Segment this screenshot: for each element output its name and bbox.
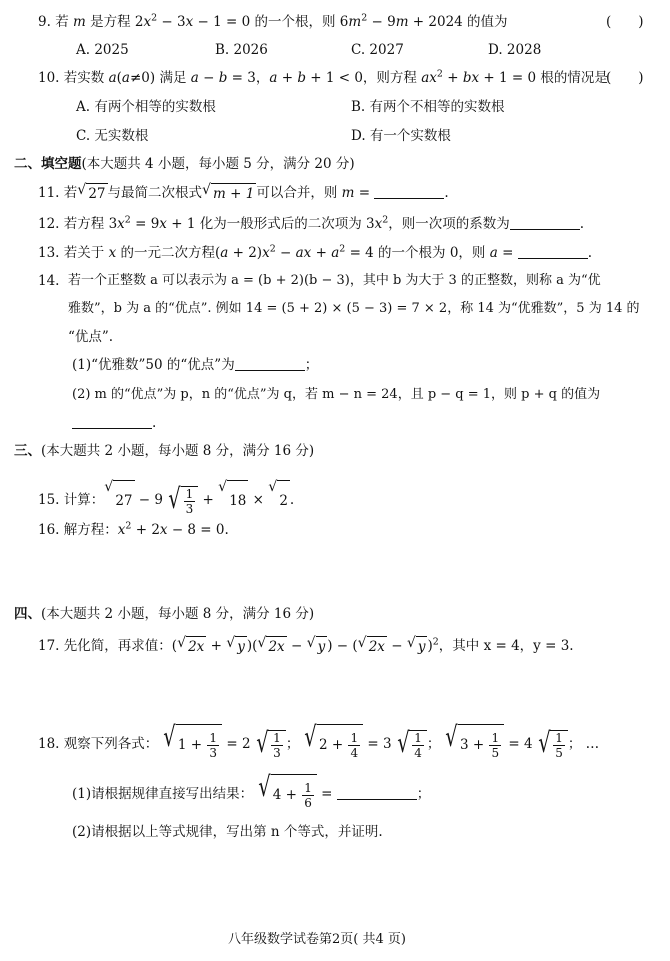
q17: 17. 先化简，再求值：( √ 2x + √ y )( √ 2x − √ y ) − ( √ 2x − √ y )$^2$，其中 x = 4，y = 3.: [38, 635, 574, 655]
q11-answer-blank[interactable]: [374, 198, 444, 199]
q14-line-2: 雅数”，b 为 a 的“优点”. 例如 14 = (5 + 2) × (5 − 3) = 7 × 2，称 14 为“优雅数”，5 为 14 的: [68, 301, 640, 316]
q12-answer-blank[interactable]: [510, 229, 580, 230]
q14-number: 14.: [38, 273, 60, 289]
q10-answer-paren: ( ): [606, 70, 644, 86]
q9-option-a: A. 2025: [76, 42, 129, 58]
q10-stem: 10. 若实数 a(a≠0) 满足 a − b = 3，a + b + 1 < 0，则方程 $ax^2$ + bx + 1 = 0 根的情况是: [38, 68, 608, 86]
q18-eq-2: √ 2 + $\frac{1}{4}$: [299, 724, 363, 765]
q16: 16. 解方程：$x^2 + 2x - 8 = 0$.: [38, 520, 229, 538]
q9-option-c: C. 2027: [351, 42, 404, 58]
q18: 18. 观察下列各式： √ 1 + $\frac{1}{3}$ = 2 √ $\frac{1}{3}$ ； √ 2 + $\frac{1}{4}$ = 3 √ $\frac{1}{4}$ ； √ 3 + $\frac{1}{5}$ = 4 √ $\frac{1}{5}$ ； …: [38, 724, 599, 765]
q18-eq-1: √ 1 + $\frac{1}{3}$: [158, 724, 222, 765]
q13-answer-blank[interactable]: [518, 258, 588, 259]
q14-sub-2-end: .: [72, 413, 156, 433]
q10-option-a: A. 有两个相等的实数根: [76, 99, 216, 115]
q10-option-d: D. 有一个实数根: [351, 128, 451, 144]
q11: 11. 若 √ 27 与最简二次根式 √ m + 1 可以合并，则 m = .: [38, 182, 449, 202]
q10-option-c: C. 无实数根: [76, 128, 149, 144]
q18-sub-2: (2)请根据以上等式规律，写出第 n 个等式，并证明.: [72, 824, 383, 840]
section-4-heading: 四、(本大题共 2 小题，每小题 8 分，满分 16 分): [14, 606, 315, 622]
q18-sub-1: (1)请根据规律直接写出结果： √ 4 + $\frac{1}{6}$ = ；: [72, 774, 430, 815]
q9-answer-paren: ( ): [606, 14, 644, 30]
q14-line-1: 若一个正整数 a 可以表示为 a = (b + 2)(b − 3)，其中 b 为大于 3 的正整数，则称 a 为“优: [68, 273, 601, 288]
q13: 13. 若关于 x 的一元二次方程$(a + 2)x^2$ − ax + $a^2 = 4$ 的一个根为 0，则 a = .: [38, 243, 592, 261]
q14-sub-1: (1)“优雅数”50 的“优点”为 ；: [72, 357, 319, 373]
q9-option-d: D. 2028: [488, 42, 542, 58]
q12: 12. 若方程 $3x^2 = 9x + 1$ 化为一般形式后的二次项为 $3x^2$，则一次项的系数为 .: [38, 214, 585, 232]
q15: 15. 计算： √ 27 − 9 √ $\frac{1}{3}$ + √ 18 × √ 2 .: [38, 480, 294, 521]
q10-option-b: B. 有两个不相等的实数根: [351, 99, 505, 115]
section-2-heading: 二、填空题(本大题共 4 小题，每小题 5 分，满分 20 分): [14, 156, 355, 172]
q18-eq-3: √ 3 + $\frac{1}{5}$: [440, 724, 504, 765]
q14-sub2-blank[interactable]: [72, 428, 152, 429]
q14-line-3: “优点”.: [68, 329, 114, 345]
q18-sub1-blank[interactable]: [337, 799, 417, 800]
section-3-heading: 三、(本大题共 2 小题，每小题 8 分，满分 16 分): [14, 443, 315, 459]
page-footer: 八年级数学试卷第2页( 共4 页): [228, 932, 406, 947]
q9-option-b: B. 2026: [215, 42, 268, 58]
q14-sub-2: (2) m 的“优点”为 p，n 的“优点”为 q，若 m − n = 24，且 p − q = 1，则 p + q 的值为: [72, 387, 601, 402]
q9-stem: 9. 若 m 是方程 $2x^2 - 3x - 1 = 0$ 的一个根，则 $6m^2 - 9m + 2024$ 的值为: [38, 12, 508, 30]
q14-sub1-blank[interactable]: [235, 370, 305, 371]
